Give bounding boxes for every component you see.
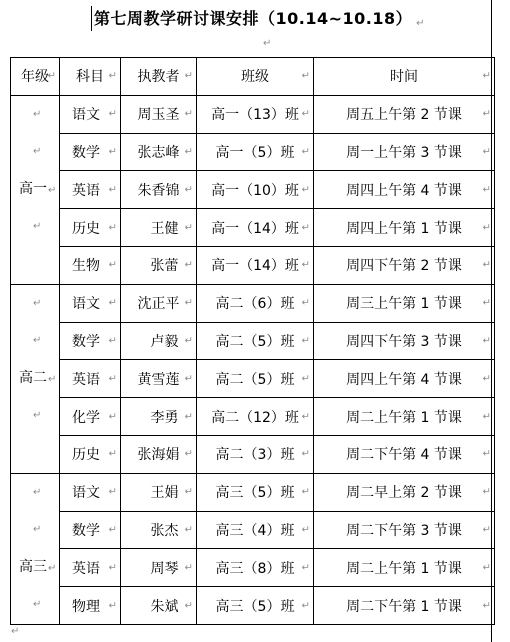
subject-cell: 英语 ↵: [60, 549, 121, 587]
header-time: 时间 ↵: [314, 58, 495, 96]
paragraph-mark-icon: ↵: [33, 146, 42, 158]
time-cell: 周四下午第 2 节课 ↵: [314, 246, 495, 284]
subject-cell: 英语 ↵: [60, 360, 121, 398]
paragraph-mark-icon: ↵: [482, 108, 491, 120]
class-cell: 高三（5）班 ↵: [197, 587, 314, 625]
paragraph-mark-icon: ↵: [301, 70, 310, 82]
grade-label: 高二: [19, 369, 47, 386]
subject-cell: 物理 ↵: [60, 587, 121, 625]
class-cell: 高二（12）班 ↵: [197, 398, 314, 436]
grade-label: 高三: [19, 558, 47, 575]
paragraph-mark-icon: ↵: [482, 373, 491, 385]
paragraph-mark-icon: ↵: [301, 222, 310, 234]
table-row: [11, 133, 495, 171]
grade-cell: [11, 284, 60, 473]
time-cell: 周一上午第 3 节课 ↵: [314, 133, 495, 171]
teacher-cell: 张志峰 ↵: [121, 133, 197, 171]
table-row: [11, 549, 495, 587]
paragraph-mark-icon: ↵: [108, 524, 117, 536]
paragraph-mark-icon: ↵: [263, 38, 272, 49]
paragraph-mark-icon: ↵: [184, 524, 193, 536]
class-cell: 高三（4）班 ↵: [197, 511, 314, 549]
time-cell: 周二上午第 1 节课 ↵: [314, 398, 495, 436]
subject-cell: 生物 ↵: [60, 246, 121, 284]
subject-cell: 化学 ↵: [60, 398, 121, 436]
paragraph-mark-icon: ↵: [47, 70, 56, 82]
table-row: [11, 360, 495, 398]
teacher-cell: 沈正平 ↵: [121, 284, 197, 322]
paragraph-mark-icon: ↵: [184, 335, 193, 347]
teacher-cell: 周玉圣 ↵: [121, 95, 197, 133]
teacher-cell: 周琴 ↵: [121, 549, 197, 587]
page-edge-divider: [491, 0, 492, 642]
paragraph-mark-icon: ↵: [184, 222, 193, 234]
paragraph-mark-icon: ↵: [482, 562, 491, 574]
paragraph-mark-icon: ↵: [301, 335, 310, 347]
paragraph-mark-icon: ↵: [108, 486, 117, 498]
grade-cell: [11, 95, 60, 284]
class-cell: 高一（14）班 ↵: [197, 246, 314, 284]
class-cell: 高二（5）班 ↵: [197, 322, 314, 360]
paragraph-mark-icon: ↵: [48, 562, 57, 574]
subject-cell: 语文 ↵: [60, 473, 121, 511]
paragraph-mark-icon: ↵: [301, 297, 310, 309]
teacher-cell: 张杰 ↵: [121, 511, 197, 549]
paragraph-mark-icon: ↵: [482, 524, 491, 536]
class-cell: 高一（5）班 ↵: [197, 133, 314, 171]
time-cell: 周三上午第 1 节课 ↵: [314, 284, 495, 322]
table-row: [11, 209, 495, 247]
paragraph-mark-icon: ↵: [184, 373, 193, 385]
paragraph-mark-icon: ↵: [184, 411, 193, 423]
class-cell: 高二（6）班 ↵: [197, 284, 314, 322]
paragraph-mark-icon: ↵: [108, 222, 117, 234]
subject-cell: 历史 ↵: [60, 209, 121, 247]
paragraph-mark-icon: ↵: [108, 600, 117, 612]
text-cursor: [91, 6, 92, 31]
paragraph-mark-icon: ↵: [301, 448, 310, 460]
class-cell: 高三（8）班 ↵: [197, 549, 314, 587]
schedule-table: [10, 57, 495, 625]
paragraph-mark-icon: ↵: [108, 259, 117, 271]
paragraph-mark-icon: ↵: [482, 448, 491, 460]
table-row: [11, 398, 495, 436]
time-cell: 周四下午第 3 节课 ↵: [314, 322, 495, 360]
time-cell: 周二下午第 1 节课 ↵: [314, 587, 495, 625]
paragraph-mark-icon: ↵: [301, 524, 310, 536]
time-cell: 周四上午第 4 节课 ↵: [314, 171, 495, 209]
paragraph-mark-icon: ↵: [482, 184, 491, 196]
paragraph-mark-icon: ↵: [184, 562, 193, 574]
paragraph-mark-icon: ↵: [301, 600, 310, 612]
paragraph-mark-icon: ↵: [33, 297, 42, 309]
header-teacher: 执教者 ↵: [121, 58, 197, 96]
paragraph-mark-icon: ↵: [184, 486, 193, 498]
class-cell: 高一（13）班 ↵: [197, 95, 314, 133]
teacher-cell: 张海娟 ↵: [121, 435, 197, 473]
class-cell: 高一（14）班 ↵: [197, 209, 314, 247]
table-row: [11, 246, 495, 284]
paragraph-mark-icon: ↵: [33, 108, 42, 120]
subject-cell: 语文 ↵: [60, 95, 121, 133]
class-cell: 高三（5）班 ↵: [197, 473, 314, 511]
class-cell: 高二（3）班 ↵: [197, 435, 314, 473]
grade-cell: [11, 473, 60, 624]
paragraph-mark-icon: ↵: [482, 411, 491, 423]
time-cell: 周二下午第 3 节课 ↵: [314, 511, 495, 549]
header-grade: 年级 ↵: [11, 58, 60, 96]
paragraph-mark-icon: ↵: [108, 335, 117, 347]
teacher-cell: 王健 ↵: [121, 209, 197, 247]
teacher-cell: 黄雪莲 ↵: [121, 360, 197, 398]
class-cell: 高一（10）班 ↵: [197, 171, 314, 209]
paragraph-mark-icon: ↵: [108, 562, 117, 574]
paragraph-mark-icon: ↵: [184, 600, 193, 612]
header-subject: 科目 ↵: [60, 58, 121, 96]
paragraph-mark-icon: ↵: [33, 221, 42, 233]
paragraph-mark-icon: ↵: [108, 146, 117, 158]
paragraph-mark-icon: ↵: [482, 259, 491, 271]
time-cell: 周四上午第 4 节课 ↵: [314, 360, 495, 398]
table-header-row: [11, 58, 495, 96]
paragraph-mark-icon: ↵: [33, 335, 42, 347]
paragraph-mark-icon: ↵: [184, 259, 193, 271]
paragraph-mark-icon: ↵: [108, 297, 117, 309]
table-row: [11, 511, 495, 549]
paragraph-mark-icon: ↵: [184, 184, 193, 196]
paragraph-mark-icon: ↵: [482, 222, 491, 234]
time-cell: 周五上午第 2 节课 ↵: [314, 95, 495, 133]
title-text: 第七周教学研讨课安排（10.14~10.18）: [94, 9, 413, 28]
paragraph-mark-icon: ↵: [48, 184, 57, 196]
paragraph-mark-icon: ↵: [301, 411, 310, 423]
paragraph-mark-icon: ↵: [184, 297, 193, 309]
teacher-cell: 朱香锦 ↵: [121, 171, 197, 209]
subject-cell: 数学 ↵: [60, 511, 121, 549]
table-row: [11, 171, 495, 209]
document-title[interactable]: [94, 6, 425, 32]
paragraph-mark-icon: ↵: [108, 184, 117, 196]
paragraph-mark-icon: ↵: [108, 373, 117, 385]
subject-cell: 语文 ↵: [60, 284, 121, 322]
paragraph-mark-icon: ↵: [33, 524, 42, 536]
paragraph-mark-icon: ↵: [301, 373, 310, 385]
paragraph-mark-icon: ↵: [301, 562, 310, 574]
paragraph-mark-icon: ↵: [482, 486, 491, 498]
teacher-cell: 李勇 ↵: [121, 398, 197, 436]
teacher-cell: 王娟 ↵: [121, 473, 197, 511]
table-row: [11, 587, 495, 625]
paragraph-mark-icon: ↵: [108, 70, 117, 82]
class-cell: 高二（5）班 ↵: [197, 360, 314, 398]
paragraph-mark-icon: ↵: [482, 600, 491, 612]
paragraph-mark-icon: ↵: [48, 373, 57, 385]
paragraph-mark-icon: ↵: [184, 146, 193, 158]
table-row: [11, 473, 495, 511]
paragraph-mark-icon: ↵: [108, 448, 117, 460]
subject-cell: 英语 ↵: [60, 171, 121, 209]
grade-label: 高一: [19, 180, 47, 197]
paragraph-mark-icon: ↵: [184, 70, 193, 82]
paragraph-mark-icon: ↵: [184, 108, 193, 120]
paragraph-mark-icon: ↵: [301, 184, 310, 196]
subject-cell: 历史 ↵: [60, 435, 121, 473]
paragraph-mark-icon: ↵: [482, 335, 491, 347]
time-cell: 周二下午第 4 节课 ↵: [314, 435, 495, 473]
paragraph-mark-icon: ↵: [108, 108, 117, 120]
time-cell: 周二早上第 2 节课 ↵: [314, 473, 495, 511]
paragraph-mark-icon: ↵: [482, 70, 491, 82]
header-class: 班级 ↵: [197, 58, 314, 96]
table-row: [11, 322, 495, 360]
teacher-cell: 朱斌 ↵: [121, 587, 197, 625]
teacher-cell: 张蕾 ↵: [121, 246, 197, 284]
paragraph-mark-icon: ↵: [108, 411, 117, 423]
time-cell: 周四上午第 1 节课 ↵: [314, 209, 495, 247]
subject-cell: 数学 ↵: [60, 133, 121, 171]
teacher-cell: 卢毅 ↵: [121, 322, 197, 360]
table-row: [11, 435, 495, 473]
paragraph-mark-icon: ↵: [482, 146, 491, 158]
paragraph-mark-icon: ↵: [301, 108, 310, 120]
subject-cell: 数学 ↵: [60, 322, 121, 360]
paragraph-mark-icon: ↵: [33, 486, 42, 498]
paragraph-mark-icon: ↵: [416, 18, 426, 29]
time-cell: 周二上午第 1 节课 ↵: [314, 549, 495, 587]
paragraph-mark-icon: ↵: [482, 297, 491, 309]
paragraph-mark-icon: ↵: [301, 146, 310, 158]
paragraph-mark-icon: ↵: [11, 626, 20, 637]
table-row: [11, 284, 495, 322]
paragraph-mark-icon: ↵: [184, 448, 193, 460]
paragraph-mark-icon: ↵: [301, 486, 310, 498]
paragraph-mark-icon: ↵: [33, 410, 42, 422]
paragraph-mark-icon: ↵: [33, 599, 42, 611]
table-row: [11, 95, 495, 133]
paragraph-mark-icon: ↵: [301, 259, 310, 271]
